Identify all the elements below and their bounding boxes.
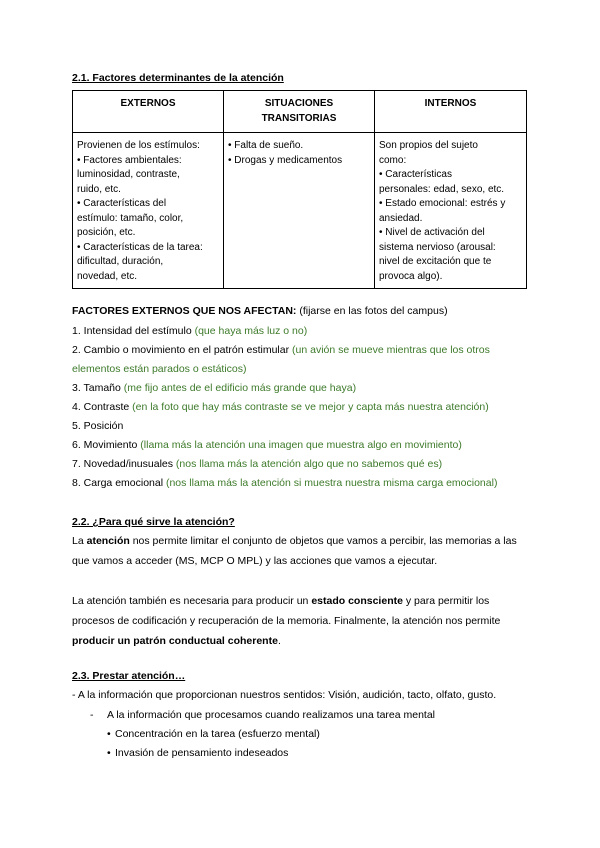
bullet-dot-icon: •	[107, 728, 111, 740]
list-item	[72, 417, 532, 437]
section-title-factores: 2.1. Factores determinantes de la atención	[72, 72, 284, 84]
list-item	[72, 455, 532, 475]
mental-task-line: A la información que procesamos cuando realizamos una tarea mental	[107, 709, 436, 721]
list-item	[72, 341, 532, 361]
bullet-invasion: Invasión de pensamiento indeseados	[115, 747, 289, 759]
section-title-prestar: 2.3. Prestar atención…	[72, 670, 186, 682]
paragraph-2	[72, 591, 528, 651]
list-item-label: 2. Cambio o movimiento en el patrón estimular	[72, 344, 293, 356]
list-item-label: 5. Posición	[72, 420, 124, 432]
external-heading-note: (fijarse en las fotos del campus)	[296, 305, 448, 317]
list-item-note: (que haya más luz o no)	[194, 325, 308, 337]
external-heading-bold: FACTORES EXTERNOS QUE NOS AFECTAN:	[72, 305, 297, 317]
cell-externos	[73, 133, 224, 289]
p1-text-c: nos permite limitar el conjunto de objetos que vamos a percibir, las memorias a las que vamos a acceder (MS, MCP O MPL) y las acciones que vamos a ejecutar.	[72, 535, 517, 567]
cell-line: • Características del	[77, 198, 167, 209]
list-item-note: (nos llama más la atención si muestra nuestra misma carga emocional)	[165, 477, 498, 489]
p2-text-e: .	[277, 635, 281, 647]
list-item	[72, 398, 532, 418]
bullet-concentracion: Concentración en la tarea (esfuerzo mental)	[115, 728, 320, 740]
dash-bullet: -	[90, 709, 94, 721]
list-item-note: (llama más la atención una imagen que muestra algo en movimiento)	[140, 439, 462, 451]
cell-line: • Estado emocional: estrés y	[379, 198, 506, 209]
list-item-note: elementos están parados o estáticos)	[72, 363, 247, 375]
cell-internos	[375, 133, 527, 289]
list-item-note: (un avión se mueve mientras que los otros	[292, 344, 490, 356]
header-externos: EXTERNOS	[73, 91, 224, 133]
cell-line: novedad, etc.	[77, 270, 138, 282]
cell-line: personales: edad, sexo, etc.	[379, 183, 505, 195]
p2-text-c: y para permitir los procesos de codificación y recuperación de la memoria. Finalmente, la atención nos permite	[72, 595, 501, 627]
factors-table	[72, 90, 527, 289]
list-item	[72, 379, 532, 399]
table-row	[73, 133, 527, 289]
header-situaciones	[224, 91, 375, 133]
cell-line: • Falta de sueño.	[228, 140, 304, 151]
cell-line: ansiedad.	[379, 212, 423, 224]
list-item-note: (nos llama más la atención algo que no sabemos qué es)	[175, 458, 443, 470]
p2-bold-2: producir un patrón conductual coherente	[72, 635, 278, 647]
list-item	[72, 322, 532, 342]
paragraph-1	[72, 531, 528, 571]
cell-line: • Drogas y medicamentos	[228, 154, 343, 166]
cell-line: nivel de excitación que te	[379, 256, 492, 267]
header-situaciones-label: SITUACIONES TRANSITORIAS	[261, 98, 337, 124]
table-header-row	[73, 91, 527, 133]
cell-line: Provienen de los estímulos:	[77, 140, 200, 151]
cell-line: posición, etc.	[77, 227, 136, 238]
cell-line: • Factores ambientales:	[77, 154, 182, 166]
list-item-label: 7. Novedad/inusuales	[72, 458, 176, 470]
senses-line: - A la información que proporcionan nuestros sentidos: Visión, audición, tacto, olfato, gusto.	[72, 689, 497, 701]
p2-text-a: La atención también es necesaria para producir un	[72, 595, 312, 607]
list-item	[72, 436, 532, 456]
p1-text-a: La	[72, 535, 87, 547]
list-item-label: 3. Tamaño	[72, 382, 124, 394]
list-item-note: (me fijo antes de el edificio más grande que haya)	[123, 382, 357, 394]
cell-line: dificultad, duración,	[77, 256, 164, 267]
list-item	[72, 474, 532, 494]
header-internos: INTERNOS	[375, 91, 527, 133]
cell-line: luminosidad, contraste,	[77, 169, 180, 180]
cell-line: • Características	[379, 169, 452, 180]
list-item-label: 6. Movimiento	[72, 439, 141, 451]
cell-line: como:	[379, 154, 407, 166]
cell-line: estímulo: tamaño, color,	[77, 212, 184, 224]
list-item-note: (en la foto que hay más contraste se ve mejor y capta más nuestra atención)	[132, 401, 489, 413]
list-item	[72, 360, 532, 380]
list-item-label: 1. Intensidad del estímulo	[72, 325, 195, 337]
cell-situaciones	[224, 133, 375, 289]
section-title-para-que: 2.2. ¿Para qué sirve la atención?	[72, 516, 235, 528]
bullet-dot-icon: •	[107, 747, 111, 759]
cell-line: provoca algo).	[379, 270, 443, 282]
list-item-label: 8. Carga emocional	[72, 477, 166, 489]
cell-line: sistema nervioso (arousal:	[379, 241, 496, 253]
p1-bold: atención	[86, 535, 130, 547]
cell-line: Son propios del sujeto	[379, 140, 478, 151]
list-item-label: 4. Contraste	[72, 401, 133, 413]
cell-line: • Características de la tarea:	[77, 241, 203, 253]
cell-line: • Nivel de activación del	[379, 227, 485, 238]
cell-line: ruido, etc.	[77, 183, 121, 195]
p2-bold-1: estado consciente	[311, 595, 403, 607]
external-heading	[72, 302, 532, 322]
